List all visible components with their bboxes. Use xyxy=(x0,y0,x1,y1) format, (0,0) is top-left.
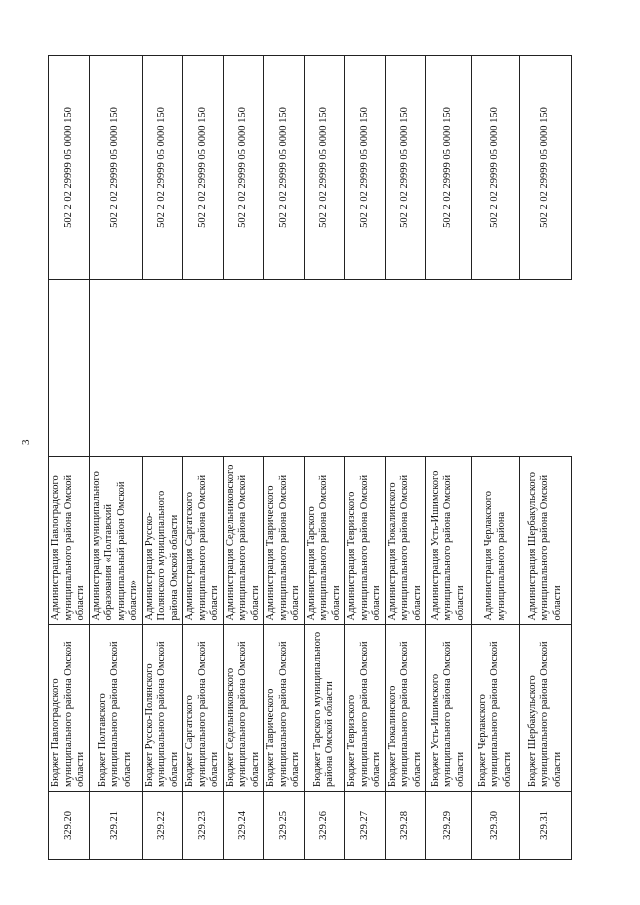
row-code: 329.29 xyxy=(426,791,472,859)
empty-cell xyxy=(385,280,426,457)
budget-name: Бюджет Черлакского муниципального района Омской области xyxy=(472,625,520,791)
budget-classification-code: 502 2 02 29999 05 0000 150 xyxy=(49,56,90,280)
budget-name: Бюджет Полтавского муниципального района Омской области xyxy=(89,625,142,791)
budget-name: Бюджет Русско-Полянского муниципального района Омской области xyxy=(142,625,183,791)
administrator-name: Администрация Таврического муниципального района Омской области xyxy=(264,456,305,625)
budget-name: Бюджет Тарского муниципального района Омской области xyxy=(304,625,345,791)
row-code: 329.28 xyxy=(385,791,426,859)
administrator-name: Администрация Шербакульского муниципального района Омской области xyxy=(520,456,572,625)
budget-name: Бюджет Седельниковского муниципального района Омской области xyxy=(223,625,264,791)
row-code: 329.20 xyxy=(49,791,90,859)
budget-classification-code: 502 2 02 29999 05 0000 150 xyxy=(264,56,305,280)
empty-cell xyxy=(472,280,520,457)
budget-classification-code: 502 2 02 29999 05 0000 150 xyxy=(223,56,264,280)
page-number: 3 xyxy=(20,439,32,445)
budget-classification-code: 502 2 02 29999 05 0000 150 xyxy=(385,56,426,280)
empty-cell xyxy=(520,280,572,457)
row-code: 329.31 xyxy=(520,791,572,859)
administrator-name: Администрация муниципального образования «Полтавский муниципальный район Омской области» xyxy=(89,456,142,625)
empty-cell xyxy=(304,280,345,457)
budget-name: Бюджет Саргатского муниципального района Омской области xyxy=(183,625,224,791)
table-row xyxy=(304,56,345,860)
budget-name: Бюджет Тюкалинского муниципального района Омской области xyxy=(385,625,426,791)
table-row xyxy=(49,56,90,860)
administrator-name: Администрация Черлакского муниципального района xyxy=(472,456,520,625)
row-code: 329.24 xyxy=(223,791,264,859)
table-row xyxy=(426,56,472,860)
budget-classification-code: 502 2 02 29999 05 0000 150 xyxy=(183,56,224,280)
administrator-name: Администрация Тюкалинского муниципального района Омской области xyxy=(385,456,426,625)
table-row xyxy=(183,56,224,860)
budget-classification-code: 502 2 02 29999 05 0000 150 xyxy=(89,56,142,280)
budget-classification-code: 502 2 02 29999 05 0000 150 xyxy=(426,56,472,280)
administrator-name: Администрация Седельниковского муниципального района Омской области xyxy=(223,456,264,625)
table-row xyxy=(472,56,520,860)
table-row xyxy=(223,56,264,860)
budget-name: Бюджет Таврического муниципального района Омской области xyxy=(264,625,305,791)
empty-cell xyxy=(89,280,142,457)
budget-name: Бюджет Тевризского муниципального района Омской области xyxy=(345,625,386,791)
administrator-name: Администрация Усть-Ишимского муниципального района Омской области xyxy=(426,456,472,625)
table-row xyxy=(345,56,386,860)
administrator-name: Администрация Павлоградского муниципального района Омской области xyxy=(49,456,90,625)
row-code: 329.22 xyxy=(142,791,183,859)
budget-classification-code: 502 2 02 29999 05 0000 150 xyxy=(304,56,345,280)
administrator-name: Администрация Тевризского муниципального района Омской области xyxy=(345,456,386,625)
empty-cell xyxy=(142,280,183,457)
rotated-page xyxy=(48,55,583,860)
budget-name: Бюджет Павлоградского муниципального района Омской области xyxy=(49,625,90,791)
budget-classification-code: 502 2 02 29999 05 0000 150 xyxy=(142,56,183,280)
budget-classification-code: 502 2 02 29999 05 0000 150 xyxy=(345,56,386,280)
empty-cell xyxy=(264,280,305,457)
row-code: 329.27 xyxy=(345,791,386,859)
table-row xyxy=(520,56,572,860)
row-code: 329.30 xyxy=(472,791,520,859)
empty-cell xyxy=(49,280,90,457)
table-row xyxy=(89,56,142,860)
row-code: 329.21 xyxy=(89,791,142,859)
row-code: 329.26 xyxy=(304,791,345,859)
administrator-name: Администрация Русско-Полянского муниципального района Омской области xyxy=(142,456,183,625)
budget-name: Бюджет Усть-Ишимского муниципального района Омской области xyxy=(426,625,472,791)
table-body xyxy=(49,56,572,860)
table-row xyxy=(264,56,305,860)
empty-cell xyxy=(426,280,472,457)
empty-cell xyxy=(223,280,264,457)
budget-classification-code: 502 2 02 29999 05 0000 150 xyxy=(472,56,520,280)
row-code: 329.23 xyxy=(183,791,224,859)
table-row xyxy=(142,56,183,860)
row-code: 329.25 xyxy=(264,791,305,859)
administrator-name: Администрация Тарского муниципального района Омской области xyxy=(304,456,345,625)
empty-cell xyxy=(183,280,224,457)
budget-table xyxy=(48,55,572,860)
administrator-name: Администрация Саргатского муниципального района Омской области xyxy=(183,456,224,625)
budget-name: Бюджет Шербакульского муниципального района Омской области xyxy=(520,625,572,791)
budget-classification-code: 502 2 02 29999 05 0000 150 xyxy=(520,56,572,280)
table-row xyxy=(385,56,426,860)
empty-cell xyxy=(345,280,386,457)
